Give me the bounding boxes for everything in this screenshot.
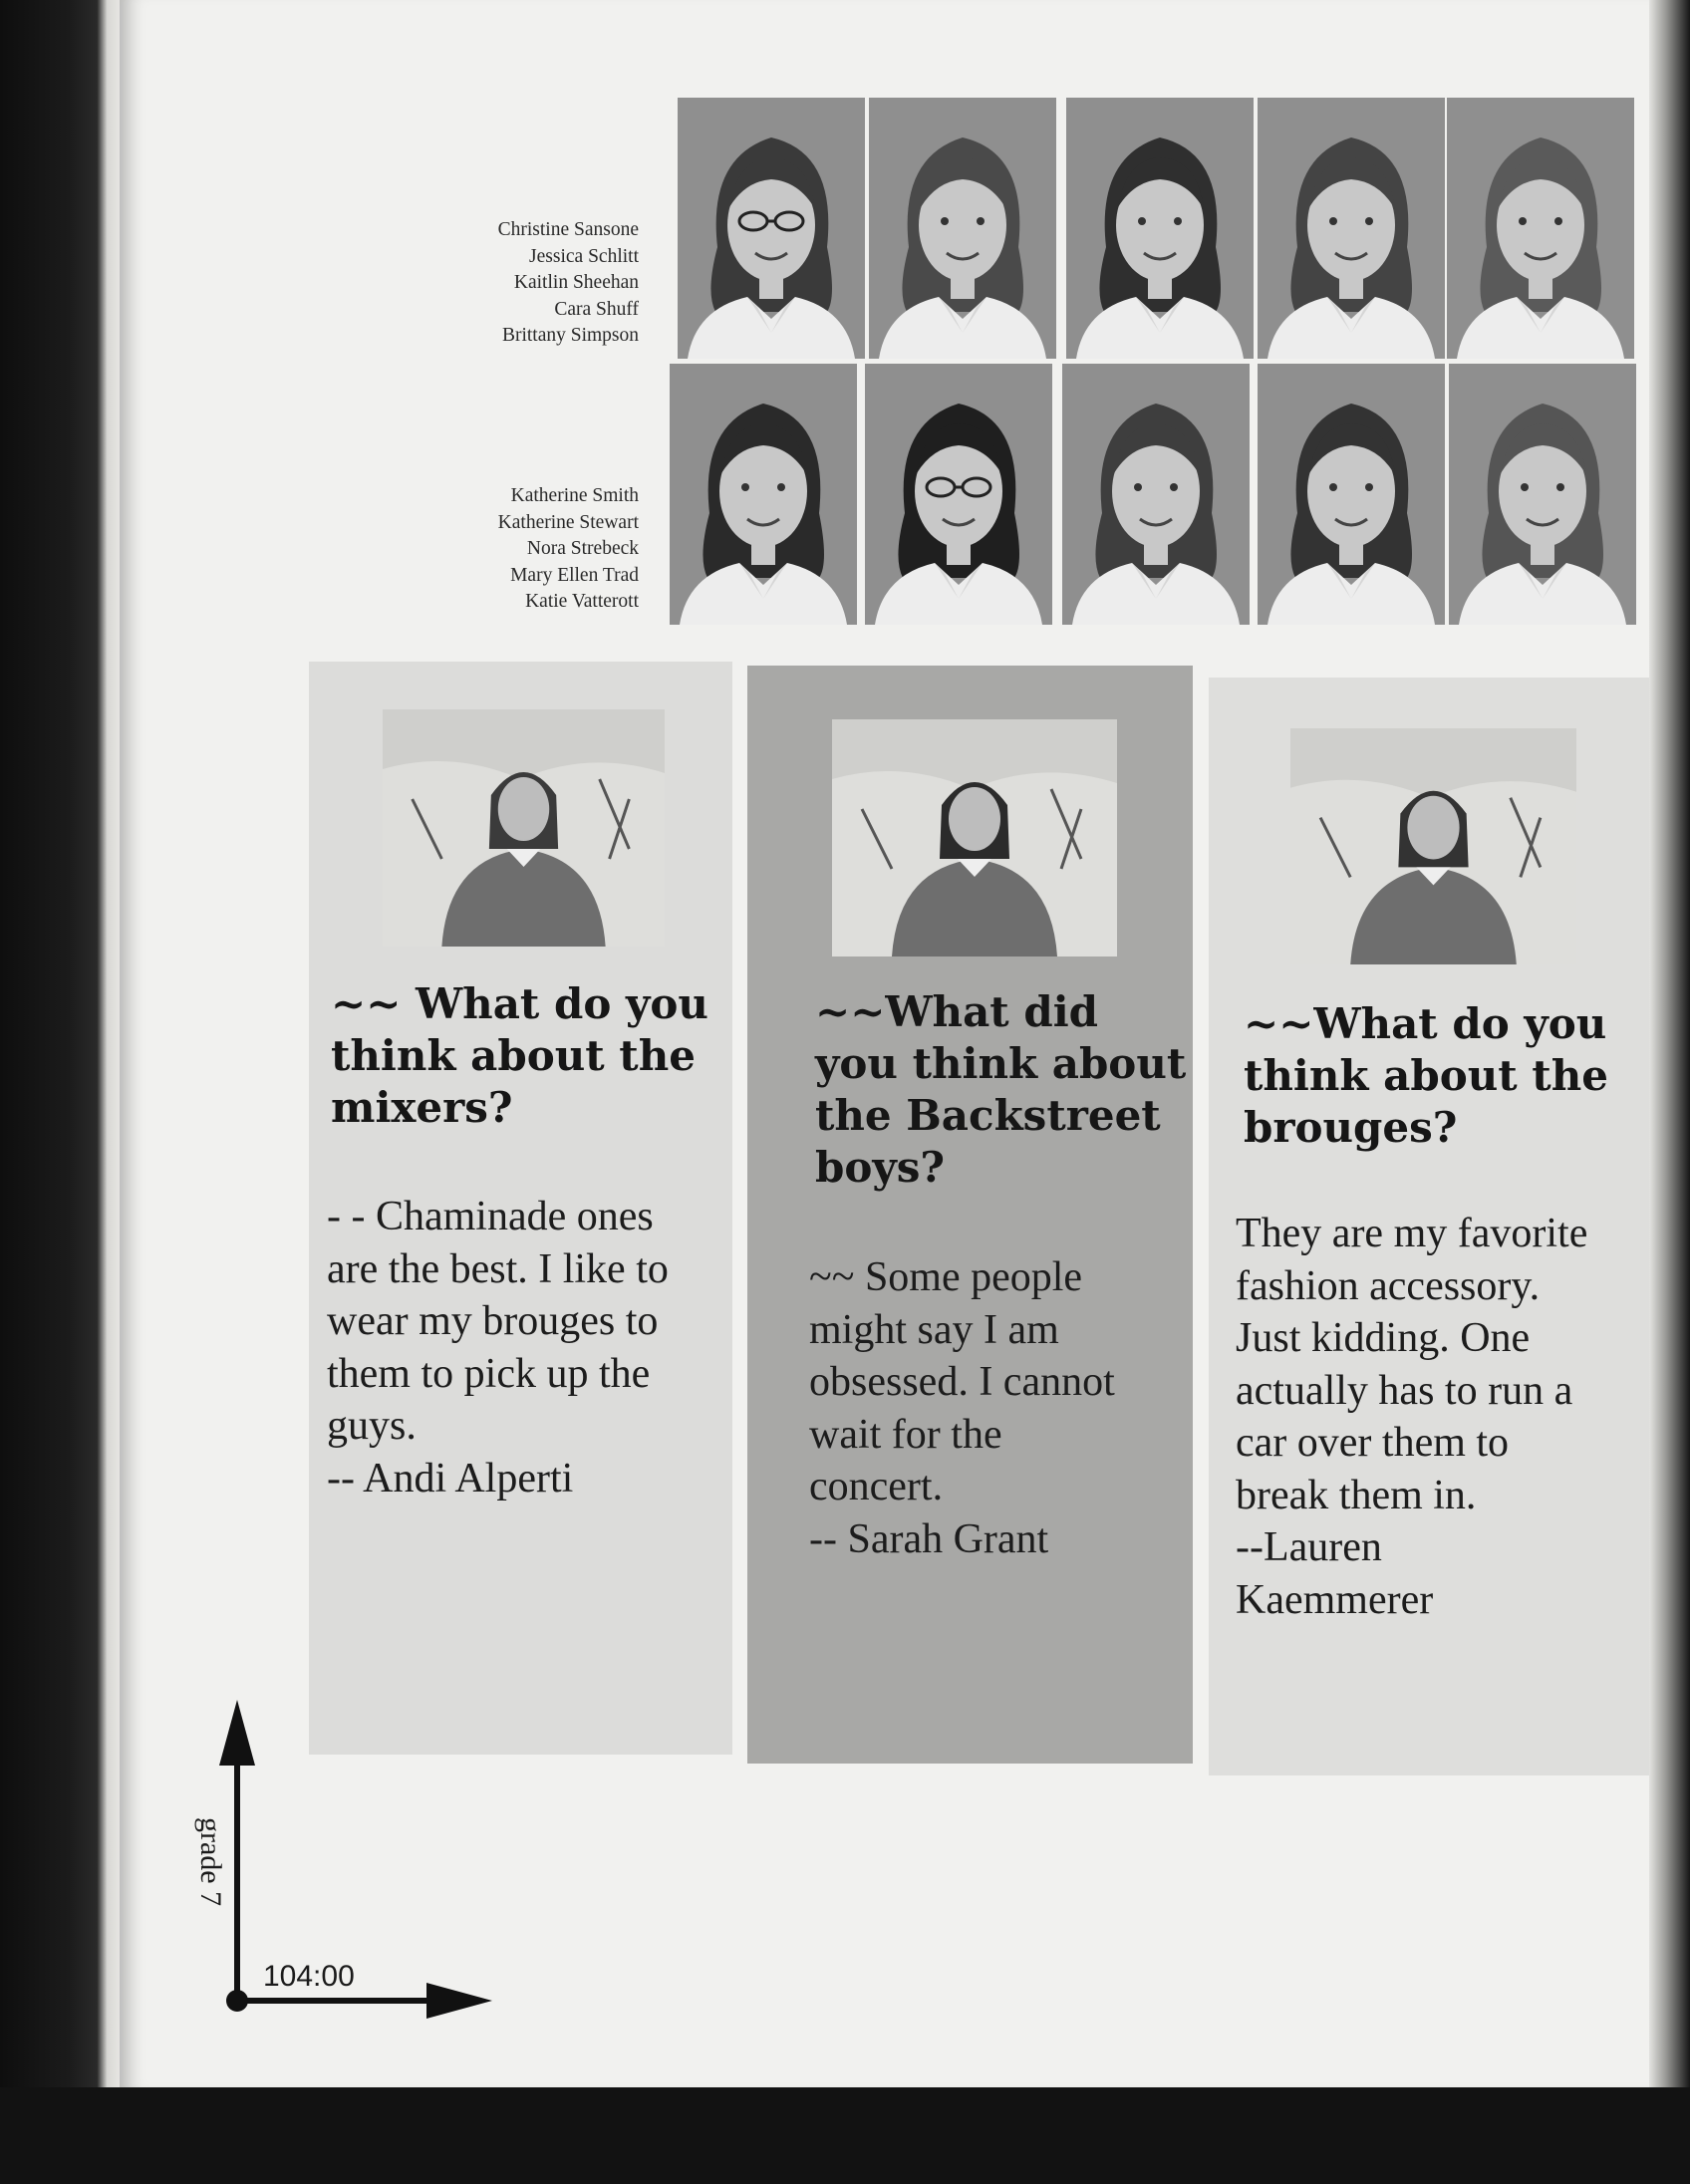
student-name: Cara Shuff [554, 298, 639, 320]
book-edge [0, 0, 125, 2184]
quote-question-2: ~~What did you think about the Backstreet boys? [815, 987, 1187, 1192]
student-portrait [1449, 364, 1636, 625]
name-list-top-row [498, 217, 639, 350]
page-number: 104:00 [263, 1960, 355, 1993]
candid-photo-1 [383, 709, 665, 947]
student-name: Christine Sansone [497, 219, 639, 240]
quote-answer-2: ~~ Some people might say I am obsessed. I cannot wait for the concert. -- Sarah Grant [809, 1254, 1115, 1562]
student-name: Jessica Schlitt [529, 245, 639, 267]
name-list-bottom-row [498, 483, 639, 616]
student-portrait [1258, 364, 1445, 625]
student-portrait [1447, 98, 1634, 359]
student-name: Katie Vatterott [525, 591, 639, 612]
student-portrait [1062, 364, 1250, 625]
student-portrait [865, 364, 1052, 625]
student-name: Mary Ellen Trad [510, 564, 639, 586]
scan-background [0, 2087, 1690, 2184]
student-portrait [1258, 98, 1445, 359]
section-label: grade 7 [194, 1817, 227, 1907]
student-name: Katherine Stewart [497, 511, 639, 533]
student-portrait [1066, 98, 1254, 359]
quote-answer-1: - - Chaminade ones are the best. I like to wear my brouges to them to pick up the guys. -- Andi Alperti [327, 1194, 669, 1502]
student-name: Nora Strebeck [526, 538, 639, 559]
page-gutter [1649, 0, 1690, 2184]
student-portrait [670, 364, 857, 625]
student-name: Katherine Smith [510, 485, 639, 506]
quote-answer-3: They are my favorite fashion accessory. Just kidding. One actually has to run a car over them to break them in. --Lauren Kaemmerer [1236, 1211, 1588, 1623]
candid-photo-3 [1290, 728, 1576, 964]
quote-question-3: ~~What do you think about the brouges? [1244, 999, 1608, 1152]
candid-photo-2 [832, 719, 1117, 956]
student-portrait [678, 98, 865, 359]
student-name: Brittany Simpson [501, 325, 639, 346]
quote-question-1: ~~ What do you think about the mixers? [331, 979, 708, 1132]
student-name: Kaitlin Sheehan [513, 272, 639, 293]
student-portrait [869, 98, 1056, 359]
